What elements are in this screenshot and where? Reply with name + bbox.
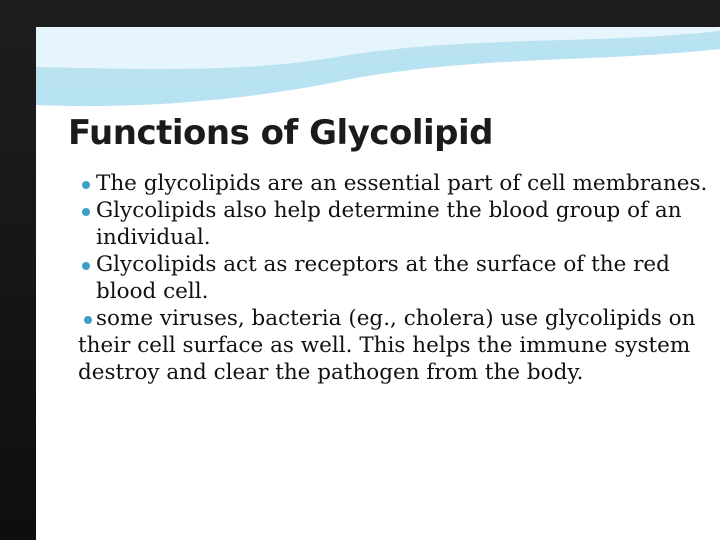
slide (36, 27, 720, 540)
bullet-list (78, 170, 718, 386)
bullet-text: Glycolipids also help determine the blood group of an individual. (96, 198, 682, 250)
bullet-dot-icon (82, 262, 90, 270)
bullet-dot-icon (82, 181, 90, 189)
bullet-dot-icon (82, 208, 90, 216)
slide-title: Functions of Glycolipid (68, 113, 494, 153)
bullet-text: some viruses, bacteria (eg., cholera) use glycolipids on their cell surface as well. This helps the immune system destroy and clear the pathogen from the body. (78, 306, 696, 385)
bullet-item (78, 305, 718, 386)
bullet-dot-icon (84, 316, 92, 324)
bullet-text: Glycolipids act as receptors at the surface of the red blood cell. (96, 252, 670, 304)
bullet-item (78, 170, 718, 197)
bullet-text: The glycolipids are an essential part of cell membranes. (96, 171, 708, 196)
bullet-item (78, 197, 718, 251)
wave-decoration (36, 27, 720, 117)
bullet-item (78, 251, 718, 305)
